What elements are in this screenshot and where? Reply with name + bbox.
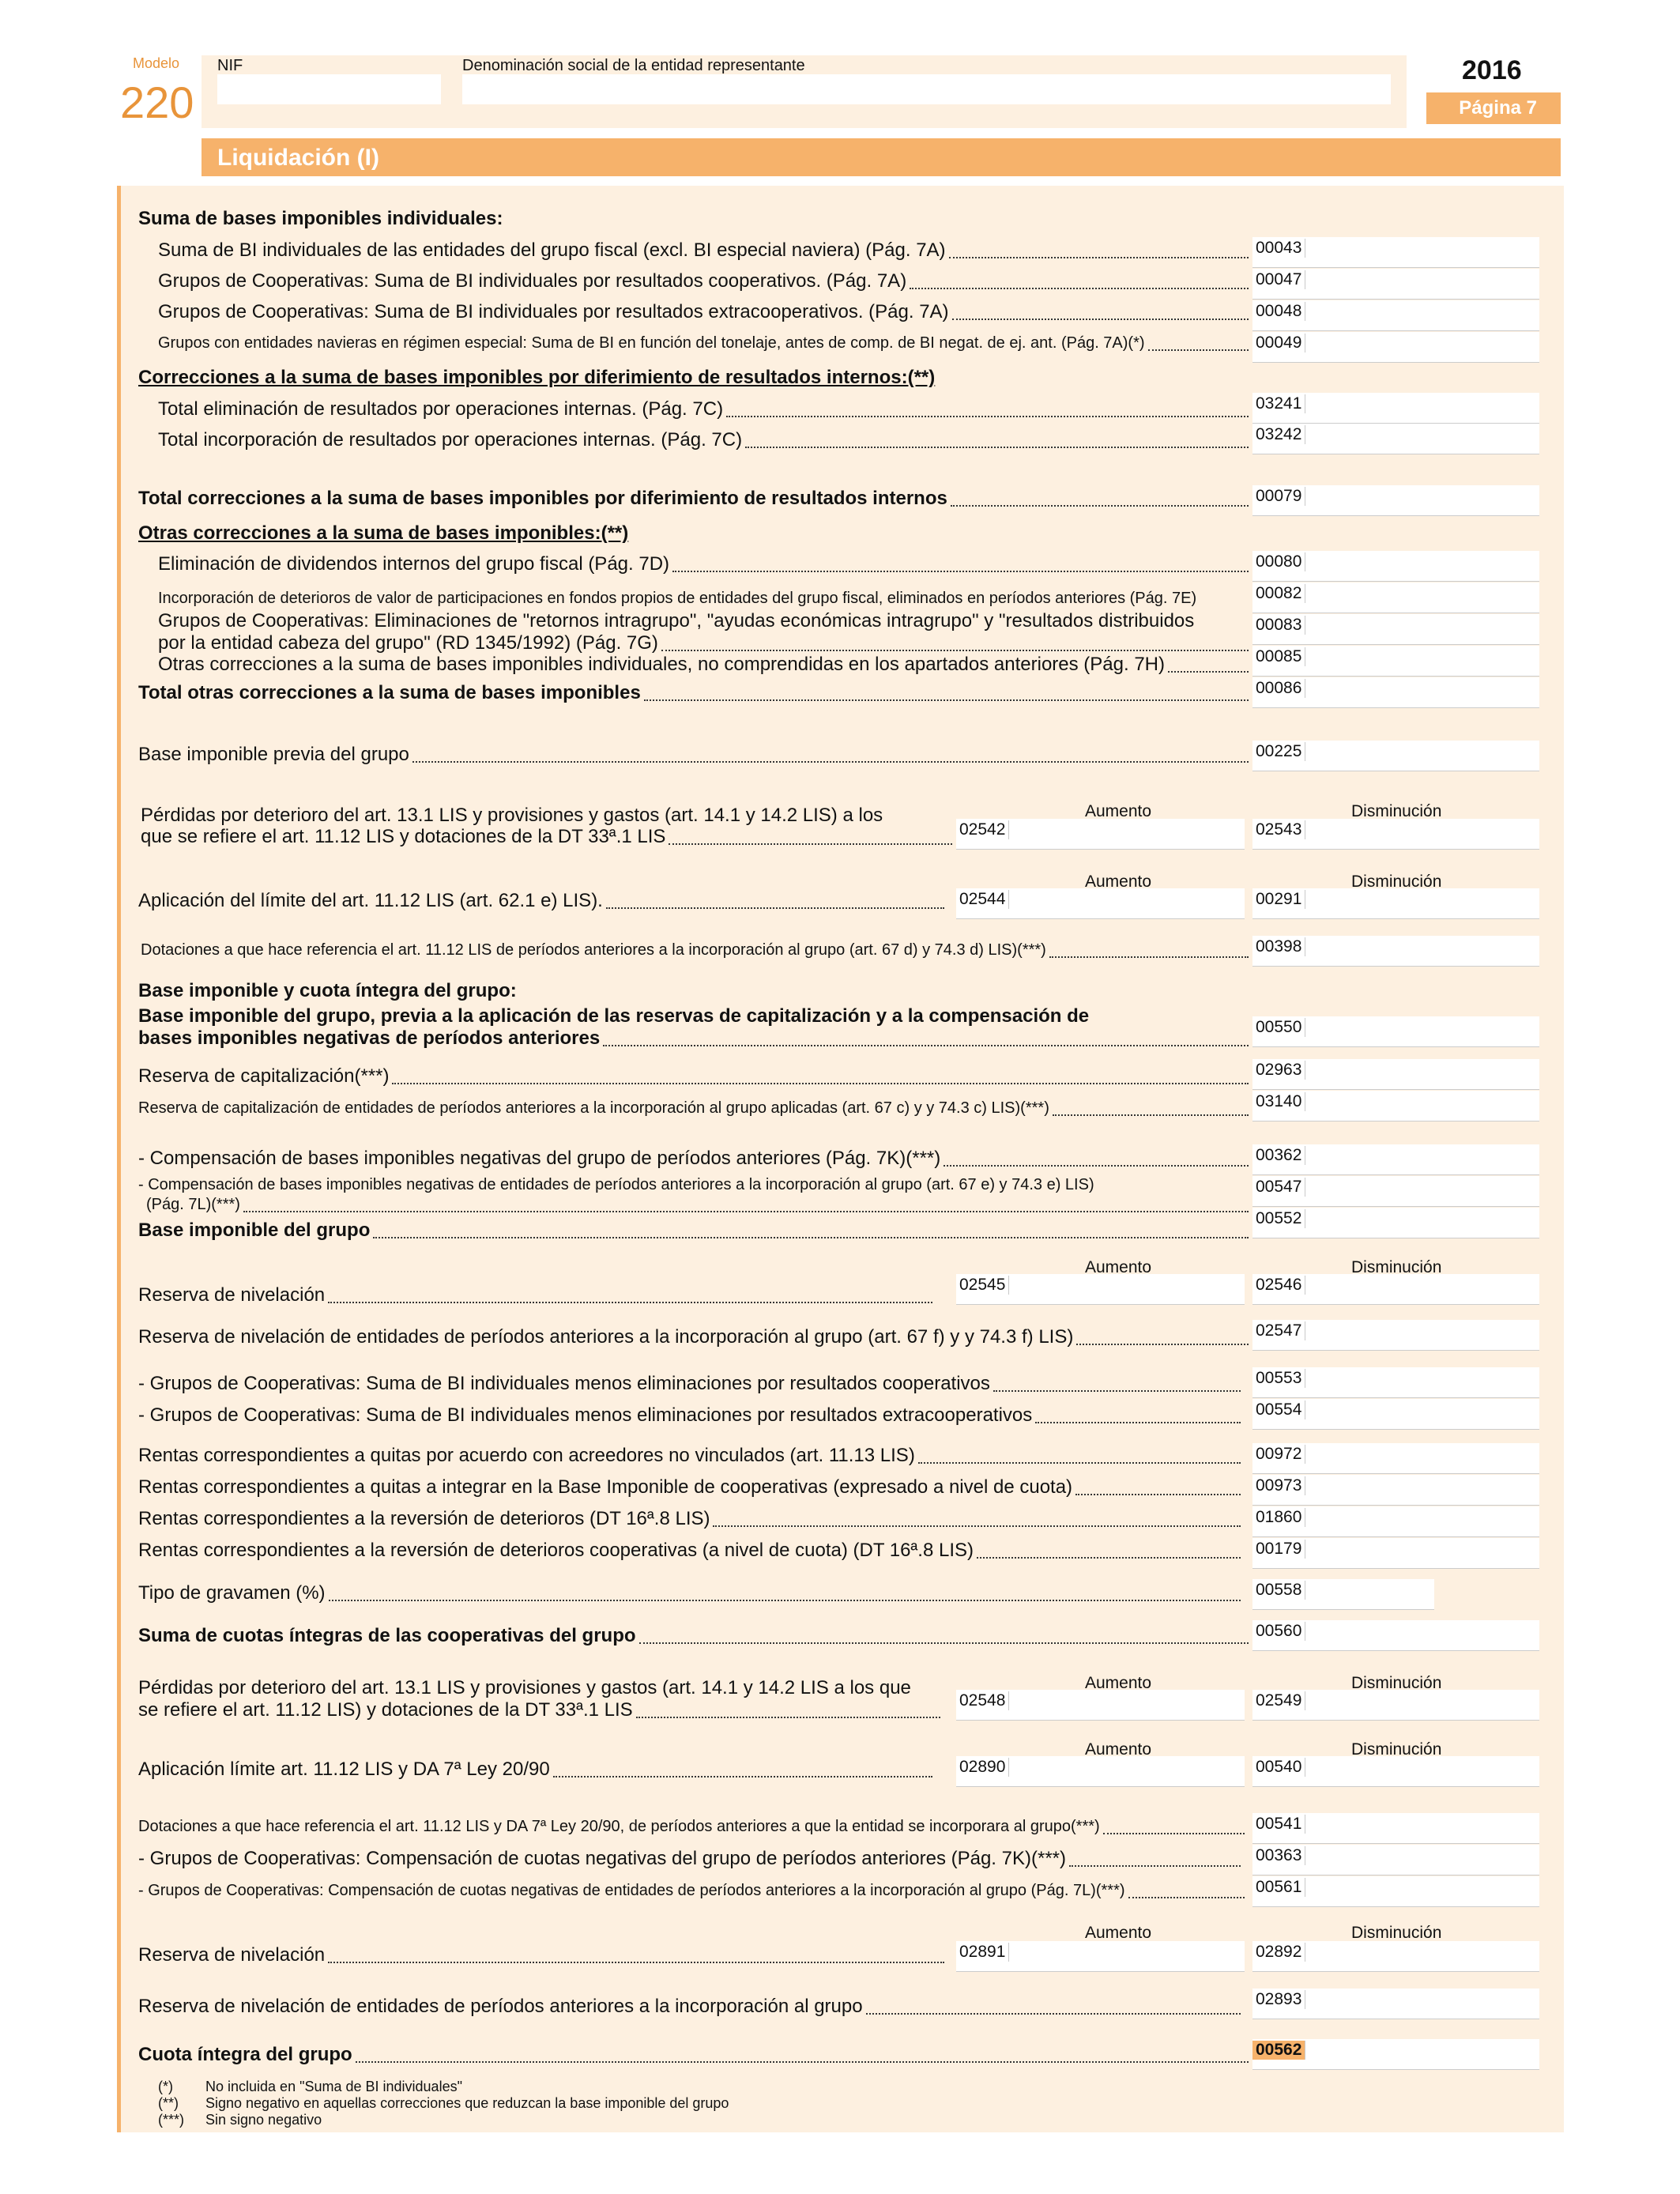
box-code: 02542 — [956, 820, 1009, 839]
line-label-l37b: se refiere el art. 11.12 LIS) y dotaciones de la DT 33ª.1 LIS — [138, 1699, 633, 1721]
field-00398[interactable] — [1252, 936, 1539, 967]
line-label-l44: Cuota íntegra del grupo — [138, 2044, 352, 2065]
dot-leader — [329, 1600, 1241, 1601]
box-code: 03241 — [1252, 394, 1305, 413]
box-code: 00973 — [1252, 1476, 1305, 1495]
field-00363[interactable] — [1252, 1845, 1539, 1875]
col-header-disminucion: Disminución — [1351, 802, 1442, 820]
box-code: 02546 — [1252, 1276, 1305, 1295]
field-00973[interactable] — [1252, 1475, 1539, 1506]
box-code: 00086 — [1252, 679, 1305, 698]
line-label-l30: - Grupos de Cooperativas: Suma de BI individuales menos eliminaciones por resultados extracooperativos — [138, 1404, 1033, 1426]
box-code: 02543 — [1252, 820, 1305, 839]
dot-leader — [243, 1211, 1249, 1212]
line-label-l6: Correcciones a la suma de bases imponibles por diferimiento de resultados internos:(**) — [138, 367, 936, 388]
line-label-l10: Otras correcciones a la suma de bases imponibles:(**) — [138, 522, 629, 544]
line-label-l28: Reserva de nivelación de entidades de períodos anteriores a la incorporación al grupo (art. 67 f) y y 74.3 f) LIS) — [138, 1326, 1074, 1348]
col-header-aumento: Aumento — [1085, 1258, 1152, 1276]
line-label-l34: Rentas correspondientes a la reversión de deterioros cooperativas (a nivel de cuota) (DT 16ª.8 LIS) — [138, 1540, 974, 1561]
field-02546[interactable] — [1252, 1274, 1539, 1305]
box-code: 00048 — [1252, 302, 1305, 321]
dot-leader — [553, 1776, 932, 1777]
field-00362[interactable] — [1252, 1144, 1539, 1175]
box-code: 00083 — [1252, 616, 1305, 635]
line-label-l17a: Pérdidas por deterioro del art. 13.1 LIS y provisiones y gastos (art. 14.1 y 14.2 LIS) a los — [141, 805, 883, 826]
line-label-l17b: que se refiere el art. 11.12 LIS y dotaciones de la DT 33ª.1 LIS — [141, 826, 666, 847]
field-00972[interactable] — [1252, 1443, 1539, 1474]
col-header-disminucion: Disminución — [1351, 1258, 1442, 1276]
line-label-l14: Otras correcciones a la suma de bases imponibles individuales, no comprendidas en los apartados anteriores (Pág. 7H) — [158, 654, 1166, 675]
box-code: 00082 — [1252, 584, 1305, 603]
line-label-l11: Eliminación de dividendos internos del grupo fiscal (Pág. 7D) — [158, 553, 670, 575]
dot-leader — [1035, 1422, 1241, 1423]
col-header-disminucion: Disminución — [1351, 873, 1442, 891]
box-code: 00362 — [1252, 1146, 1305, 1165]
modelo-number: 220 — [120, 77, 194, 127]
line-label-l39: Dotaciones a que hace referencia el art. 11.12 LIS y DA 7ª Ley 20/90, de períodos anteriores a que la entidad se incorporara al grupo(***) — [138, 1818, 1100, 1835]
line-label-l40: - Grupos de Cooperativas: Compensación de cuotas negativas del grupo de períodos anteriores (Pág. 7K)(***) — [138, 1848, 1066, 1869]
dot-leader — [1168, 671, 1249, 673]
line-label-l20: Base imponible y cuota íntegra del grupo: — [138, 980, 517, 1001]
dot-leader — [412, 761, 1249, 763]
field-02545[interactable] — [956, 1274, 1245, 1305]
line-label-l37a: Pérdidas por deterioro del art. 13.1 LIS y provisiones y gastos (art. 14.1 y 14.2 LIS a los que — [138, 1677, 911, 1698]
line-label-l31: Rentas correspondientes a quitas por acuerdo con acreedores no vinculados (art. 11.13 LIS) — [138, 1445, 915, 1466]
col-header-aumento: Aumento — [1085, 1740, 1152, 1759]
box-code: 02544 — [956, 890, 1009, 909]
box-code: 00550 — [1252, 1018, 1305, 1037]
box-code: 02890 — [956, 1758, 1009, 1777]
box-code: 00080 — [1252, 552, 1305, 571]
box-code: 02547 — [1252, 1321, 1305, 1340]
field-00560[interactable] — [1252, 1620, 1539, 1651]
dot-leader — [1069, 1865, 1241, 1867]
box-code: 00560 — [1252, 1622, 1305, 1641]
field-00083[interactable] — [1252, 614, 1539, 645]
field-00291[interactable] — [1252, 888, 1539, 919]
field-03140[interactable] — [1252, 1091, 1539, 1122]
line-label-l38: Aplicación límite art. 11.12 LIS y DA 7ª Ley 20/90 — [138, 1759, 550, 1780]
line-label-l36: Suma de cuotas íntegras de las cooperativas del grupo — [138, 1625, 636, 1646]
dot-leader — [951, 505, 1249, 507]
line-label-l26: Base imponible del grupo — [138, 1220, 371, 1241]
field-02891[interactable] — [956, 1941, 1245, 1972]
box-code: 00079 — [1252, 487, 1305, 506]
dot-leader — [672, 571, 1249, 572]
denominacion-label: Denominación social de la entidad representante — [462, 57, 805, 74]
footnotes — [158, 2079, 729, 2128]
line-label-l7: Total eliminación de resultados por operaciones internas. (Pág. 7C) — [158, 398, 724, 420]
box-code: 02548 — [956, 1691, 1009, 1710]
field-00080[interactable] — [1252, 551, 1539, 582]
field-00048[interactable] — [1252, 300, 1539, 331]
col-header-aumento: Aumento — [1085, 1924, 1152, 1942]
dot-leader — [328, 1302, 932, 1303]
field-02963[interactable] — [1252, 1059, 1539, 1090]
section-title-bar — [202, 138, 1561, 176]
field-00540[interactable] — [1252, 1756, 1539, 1787]
dot-leader — [918, 1462, 1241, 1464]
field-00082[interactable] — [1252, 582, 1539, 613]
field-00047[interactable] — [1252, 269, 1539, 300]
col-header-disminucion: Disminución — [1351, 1674, 1442, 1692]
box-code: 00561 — [1252, 1878, 1305, 1897]
field-00554[interactable] — [1252, 1399, 1539, 1430]
dot-leader — [910, 288, 1249, 289]
box-code: 03140 — [1252, 1092, 1305, 1111]
page-label: Página 7 — [1459, 97, 1537, 119]
line-label-l15: Total otras correcciones a la suma de bases imponibles — [138, 682, 641, 703]
line-label-l4: Grupos de Cooperativas: Suma de BI individuales por resultados extracooperativos. (Pág. 7A) — [158, 301, 949, 322]
box-code: 01860 — [1252, 1508, 1305, 1527]
field-00043[interactable] — [1252, 237, 1539, 268]
section-title: Liquidación (I) — [217, 145, 379, 171]
box-code: 00047 — [1252, 270, 1305, 289]
box-code: 00179 — [1252, 1540, 1305, 1559]
box-code: 02963 — [1252, 1061, 1305, 1080]
field-03241[interactable] — [1252, 393, 1539, 424]
field-00550[interactable] — [1252, 1016, 1539, 1047]
field-00079[interactable] — [1252, 485, 1539, 516]
col-header-aumento: Aumento — [1085, 873, 1152, 891]
line-label-l3: Grupos de Cooperativas: Suma de BI individuales por resultados cooperativos. (Pág. 7A) — [158, 270, 907, 292]
denominacion-field[interactable] — [462, 74, 1391, 104]
line-label-l33: Rentas correspondientes a la reversión de deterioros (DT 16ª.8 LIS) — [138, 1508, 710, 1529]
dot-leader — [952, 319, 1249, 320]
box-code: 00363 — [1252, 1846, 1305, 1865]
dot-leader — [661, 650, 1249, 651]
field-02548[interactable] — [956, 1690, 1245, 1721]
footnote-2: (**) Signo negativo en aquellas correcciones que reduzcan la base imponible del grupo — [158, 2095, 729, 2111]
dot-leader — [392, 1083, 1249, 1084]
line-label-l23: Reserva de capitalización de entidades de períodos anteriores a la incorporación al grupo aplicadas (art. 67 c) y y 74.3 c) LIS)(***) — [138, 1099, 1049, 1117]
field-00541[interactable] — [1252, 1813, 1539, 1844]
field-00553[interactable] — [1252, 1367, 1539, 1398]
dot-leader — [606, 907, 944, 909]
field-00552[interactable] — [1252, 1208, 1539, 1238]
dot-leader — [644, 699, 1249, 701]
dot-leader — [373, 1237, 1249, 1238]
box-code: 02545 — [956, 1276, 1009, 1295]
dot-leader — [745, 447, 1249, 448]
field-02892[interactable] — [1252, 1941, 1539, 1972]
field-00547[interactable] — [1252, 1176, 1539, 1207]
field-02542[interactable] — [956, 819, 1245, 850]
dot-leader — [636, 1717, 940, 1718]
dot-leader — [639, 1642, 1249, 1644]
line-label-l2: Suma de BI individuales de las entidades del grupo fiscal (excl. BI especial naviera) (Pág. 7A) — [158, 239, 946, 261]
field-02543[interactable] — [1252, 819, 1539, 850]
dot-leader — [977, 1557, 1241, 1559]
line-label-l13a: Grupos de Cooperativas: Eliminaciones de "retornos intragrupo", "ayudas económicas intragrupo" y "resultados distribuidos — [158, 610, 1195, 631]
field-00085[interactable] — [1252, 646, 1539, 677]
line-label-l25a: - Compensación de bases imponibles negativas de entidades de períodos anteriores a la incorporación al grupo (art. 67 e) y 74.3 e) LIS) — [138, 1176, 1094, 1193]
col-header-aumento: Aumento — [1085, 1674, 1152, 1692]
dot-leader — [603, 1045, 1249, 1046]
field-02544[interactable] — [956, 888, 1245, 919]
box-code: 02549 — [1252, 1691, 1305, 1710]
line-label-l12: Incorporación de deterioros de valor de participaciones en fondos propios de entidades del grupo fiscal, eliminados en períodos anteriores (Pág. 7E) — [158, 590, 1197, 607]
field-02893[interactable] — [1252, 1989, 1539, 2019]
box-code: 00552 — [1252, 1209, 1305, 1228]
line-label-l19: Dotaciones a que hace referencia el art. 11.12 LIS de períodos anteriores a la incorporación al grupo (art. 67 d) y 74.3 d) LIS)(***) — [141, 941, 1046, 959]
dot-leader — [1076, 1344, 1249, 1345]
field-02890[interactable] — [956, 1756, 1245, 1787]
field-00562[interactable] — [1252, 2039, 1539, 2070]
line-label-l1: Suma de bases imponibles individuales: — [138, 208, 503, 229]
line-label-l21a: Base imponible del grupo, previa a la aplicación de las reservas de capitalización y a la compensación de — [138, 1005, 1090, 1027]
dot-leader — [356, 2061, 1249, 2063]
field-00086[interactable] — [1252, 677, 1539, 708]
box-code: 00043 — [1252, 239, 1305, 258]
field-02549[interactable] — [1252, 1690, 1539, 1721]
field-00558[interactable] — [1252, 1579, 1434, 1610]
box-code: 00049 — [1252, 334, 1305, 352]
box-code: 00553 — [1252, 1369, 1305, 1388]
page-badge — [1426, 92, 1561, 124]
line-label-l32: Rentas correspondientes a quitas a integrar en la Base Imponible de cooperativas (expresado a nivel de cuota) — [138, 1476, 1073, 1498]
line-label-l29: - Grupos de Cooperativas: Suma de BI individuales menos eliminaciones por resultados cooperativos — [138, 1373, 990, 1394]
line-label-l22: Reserva de capitalización(***) — [138, 1065, 390, 1087]
dot-leader — [1148, 349, 1249, 351]
box-code: 02891 — [956, 1943, 1009, 1962]
dot-leader — [1053, 1114, 1249, 1116]
box-code: 00540 — [1252, 1758, 1305, 1777]
dot-leader — [726, 416, 1249, 417]
line-label-l24: - Compensación de bases imponibles negativas del grupo de períodos anteriores (Pág. 7K)(***) — [138, 1148, 941, 1169]
line-label-l9: Total correcciones a la suma de bases imponibles por diferimiento de resultados internos — [138, 488, 947, 509]
line-label-l27: Reserva de nivelación — [138, 1284, 326, 1306]
line-label-l25b: (Pág. 7L)(***) — [146, 1196, 240, 1213]
dot-leader — [669, 843, 952, 845]
dot-leader — [1103, 1833, 1245, 1834]
field-00179[interactable] — [1252, 1538, 1539, 1569]
modelo-label: Modelo — [133, 55, 180, 71]
line-label-l13b: por la entidad cabeza del grupo" (RD 1345/1992) (Pág. 7G) — [158, 632, 658, 654]
year: 2016 — [1462, 55, 1522, 85]
field-00049[interactable] — [1252, 332, 1539, 363]
field-02547[interactable] — [1252, 1320, 1539, 1351]
dot-leader — [1049, 956, 1249, 958]
line-label-l43: Reserva de nivelación de entidades de períodos anteriores a la incorporación al grupo — [138, 1996, 863, 2017]
line-label-l42: Reserva de nivelación — [138, 1944, 326, 1966]
line-label-l41: - Grupos de Cooperativas: Compensación de cuotas negativas de entidades de períodos anteriores a la incorporación al grupo (Pág. 7L)(***) — [138, 1882, 1125, 1899]
field-00561[interactable] — [1252, 1876, 1539, 1907]
dot-leader — [944, 1165, 1249, 1167]
line-label-l35: Tipo de gravamen (%) — [138, 1582, 326, 1604]
dot-leader — [328, 1962, 944, 1963]
box-code: 00291 — [1252, 890, 1305, 909]
dot-leader — [866, 2013, 1241, 2015]
dot-leader — [949, 257, 1249, 258]
box-code: 00541 — [1252, 1815, 1305, 1834]
box-code: 00398 — [1252, 937, 1305, 956]
line-label-l18: Aplicación del límite del art. 11.12 LIS (art. 62.1 e) LIS). — [138, 890, 603, 911]
col-header-disminucion: Disminución — [1351, 1740, 1442, 1759]
col-header-aumento: Aumento — [1085, 802, 1152, 820]
box-code: 00085 — [1252, 647, 1305, 666]
line-label-l21b: bases imponibles negativas de períodos anteriores — [138, 1027, 601, 1049]
field-00225[interactable] — [1252, 741, 1539, 771]
nif-field[interactable] — [217, 74, 441, 104]
line-label-l16: Base imponible previa del grupo — [138, 744, 409, 765]
box-code: 03242 — [1252, 425, 1305, 444]
col-header-disminucion: Disminución — [1351, 1924, 1442, 1942]
box-code: 00554 — [1252, 1400, 1305, 1419]
box-code: 00972 — [1252, 1445, 1305, 1464]
box-code: 02892 — [1252, 1943, 1305, 1962]
box-code: 00547 — [1252, 1178, 1305, 1197]
dot-leader — [993, 1390, 1241, 1392]
footnote-3: (***) Sin signo negativo — [158, 2112, 322, 2128]
footnote-1: (*) No incluida en "Suma de BI individuales" — [158, 2079, 462, 2094]
dot-leader — [713, 1525, 1241, 1527]
line-label-l5: Grupos con entidades navieras en régimen especial: Suma de BI en función del tonelaje, antes de comp. de BI negat. de ej. ant. (Pág. 7A)(*) — [158, 334, 1145, 352]
box-code: 02893 — [1252, 1990, 1305, 2009]
box-code: 00558 — [1252, 1581, 1305, 1600]
nif-label: NIF — [217, 57, 243, 74]
field-01860[interactable] — [1252, 1506, 1539, 1537]
dot-leader — [1075, 1494, 1241, 1495]
field-03242[interactable] — [1252, 424, 1539, 454]
box-code: 00562 — [1252, 2041, 1305, 2060]
dot-leader — [1128, 1897, 1245, 1898]
box-code: 00225 — [1252, 742, 1305, 761]
line-label-l8: Total incorporación de resultados por operaciones internas. (Pág. 7C) — [158, 429, 743, 450]
